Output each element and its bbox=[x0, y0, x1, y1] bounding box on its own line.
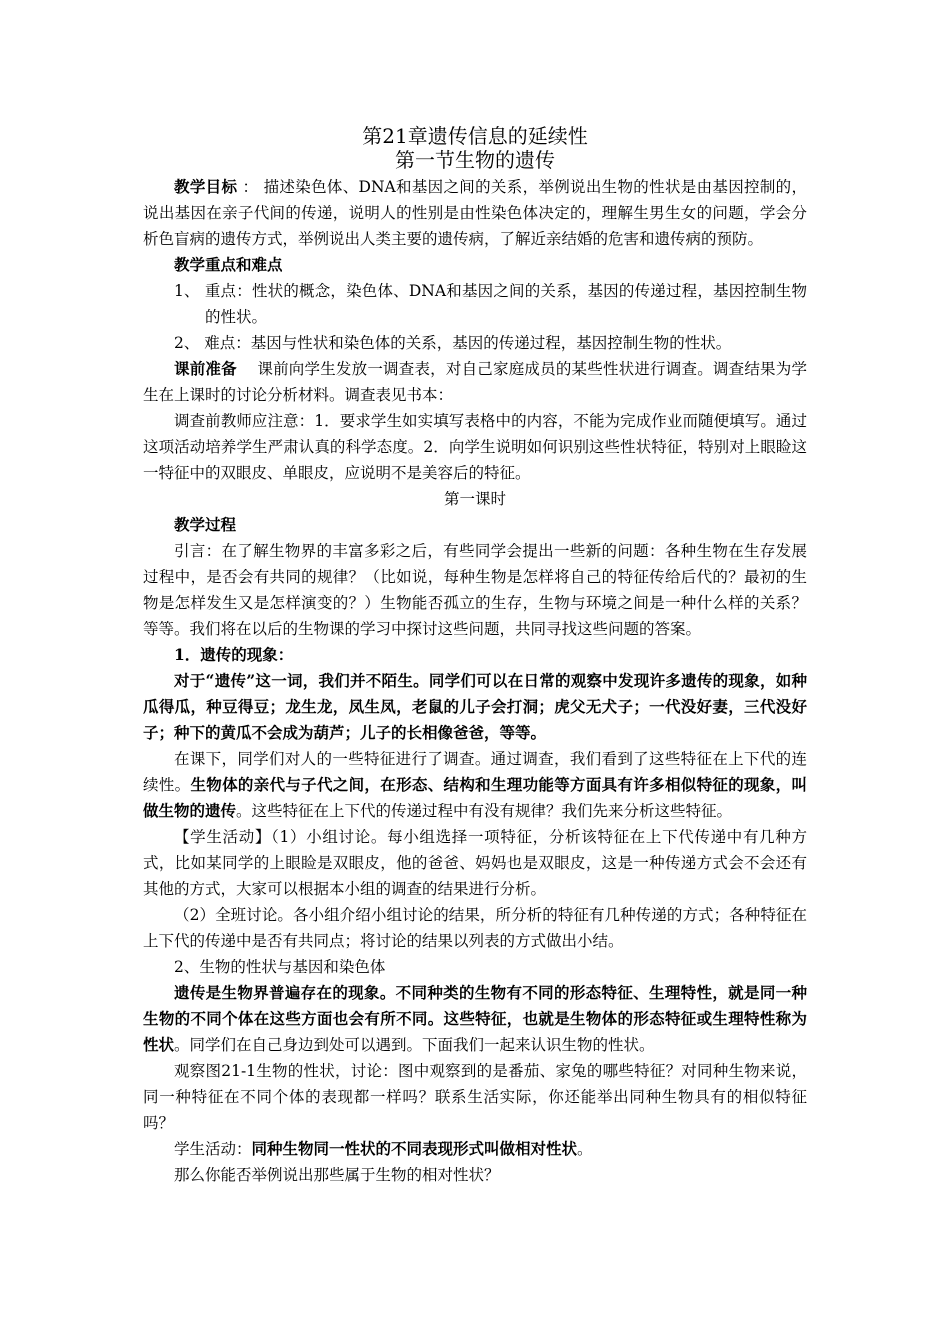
section1-paragraph-2: 在课下，同学们对人的一些特征进行了调查。通过调查，我们看到了这些特征在上下代的连续性。生物体的亲代与子代之间，在形态、结构和生理功能等方面具有许多相似特征的现象，叫做生物的遗传。这些特征在上下代的传递过程中有没有规律？我们先来分析这些特征。 bbox=[143, 750, 807, 820]
intro-paragraph: 引言：在了解生物界的丰富多彩之后，有些同学会提出一些新的问题：各种生物在生存发展过程中，是否会有共同的规律？（比如说，每种生物是怎样将自己的特征传给后代的？最初的生物是怎样发生又是怎样演变的？）生物能否孤立的生存，生物与环境之间是一种什么样的关系？等等。我们将在以后的生物课的学习中探讨这些问题，共同寻找这些问题的答案。 bbox=[143, 542, 807, 638]
prep-paragraph bbox=[143, 356, 807, 408]
key-point-1: 1、 重点：性状的概念，染色体、DNA和基因之间的关系，基因的传递过程，基因控制生物的性状。 bbox=[174, 282, 807, 326]
prep-text: 课前向学生发放一调查表，对自己家庭成员的某些性状进行调查。调查结果为学生在上课时的讨论分析材料。调查表见书本： bbox=[143, 360, 807, 404]
key-points-heading: 教学重点和难点 bbox=[174, 255, 283, 274]
activity-2: （2）全班讨论。各小组介绍小组讨论的结果，所分析的特征有几种传递的方式；各种特征在上下代的传递中是否有共同点；将讨论的结果以列表的方式做出小结。 bbox=[143, 906, 807, 950]
objectives-label: 教学目标 bbox=[174, 177, 238, 196]
student-activity: 学生活动：同种生物同一性状的不同表现形式叫做相对性状。 bbox=[174, 1139, 593, 1158]
section2-paragraph-1: 遗传是生物界普遍存在的现象。不同种类的生物有不同的形态特征、生理特性，就是同一种生物的不同个体在这些方面也会有所不同。这些特征，也就是生物体的形态特征或生理特性称为性状。同学们在自己身边到处可以遇到。下面我们一起来认识生物的性状。 bbox=[143, 983, 807, 1054]
key-point-2: 2、 难点：基因与性状和染色体的关系，基因的传递过程，基因控制生物的性状。 bbox=[174, 334, 732, 352]
section1-bold-paragraph: 对于“遗传”这一词，我们并不陌生。同学们可以在日常的观察中发现许多遗传的现象，如种瓜得瓜，种豆得豆；龙生龙，凤生凤，老鼠的儿子会打洞；虎父无犬子；一代没好妻，三代没好子；种下的黄瓜不会成为葫芦；儿子的长相像爸爸，等等。 bbox=[143, 671, 807, 742]
prep-note: 调查前教师应注意：1．要求学生如实填写表格中的内容，不能为完成作业而随便填写。通过这项活动培养学生严肃认真的科学态度。2．向学生说明如何识别这些性状特征，特别对上眼睑这一特征中的双眼皮、单眼皮，应说明不是美容后的特征。 bbox=[143, 412, 807, 482]
lesson-label: 第一课时 bbox=[443, 490, 506, 508]
chapter-title: 第21章遗传信息的延续性 bbox=[362, 124, 588, 148]
process-heading: 教学过程 bbox=[174, 515, 237, 534]
section1-heading: 1．遗传的现象： bbox=[174, 645, 294, 664]
activity-1: 【学生活动】（1）小组讨论。每小组选择一项特征，分析该特征在上下代传递中有几种方式，比如某同学的上眼睑是双眼皮，他的爸爸、妈妈也是双眼皮，这是一种传递方式会不会还有其他的方式，大家可以根据本小组的调查的结果进行分析。 bbox=[143, 828, 807, 898]
prep-label: 课前准备 bbox=[174, 359, 237, 378]
objectives-text: 描述染色体、DNA和基因之间的关系，举例说出生物的性状是由基因控制的，说出基因在亲子代间的传递，说明人的性别是由性染色体决定的，理解生男生女的问题，学会分析色盲病的遗传方式，举例说出人类主要的遗传病，了解近亲结婚的危害和遗传病的预防。 bbox=[143, 178, 807, 248]
section2-heading: 2、生物的性状与基因和染色体 bbox=[174, 958, 386, 976]
observe-paragraph: 观察图21-1生物的性状，讨论：图中观察到的是番茄、家兔的哪些特征？对同种生物来说，同一种特征在不同个体的表现都一样吗？联系生活实际，你还能举出同种生物具有的相似特征吗？ bbox=[143, 1062, 807, 1132]
objectives-paragraph bbox=[143, 174, 807, 252]
section-title: 第一节生物的遗传 bbox=[395, 148, 555, 172]
question-paragraph: 那么你能否举例说出那些属于生物的相对性状？ bbox=[174, 1166, 500, 1184]
objectives-sep: ： bbox=[237, 178, 259, 196]
document-body bbox=[143, 124, 807, 1188]
